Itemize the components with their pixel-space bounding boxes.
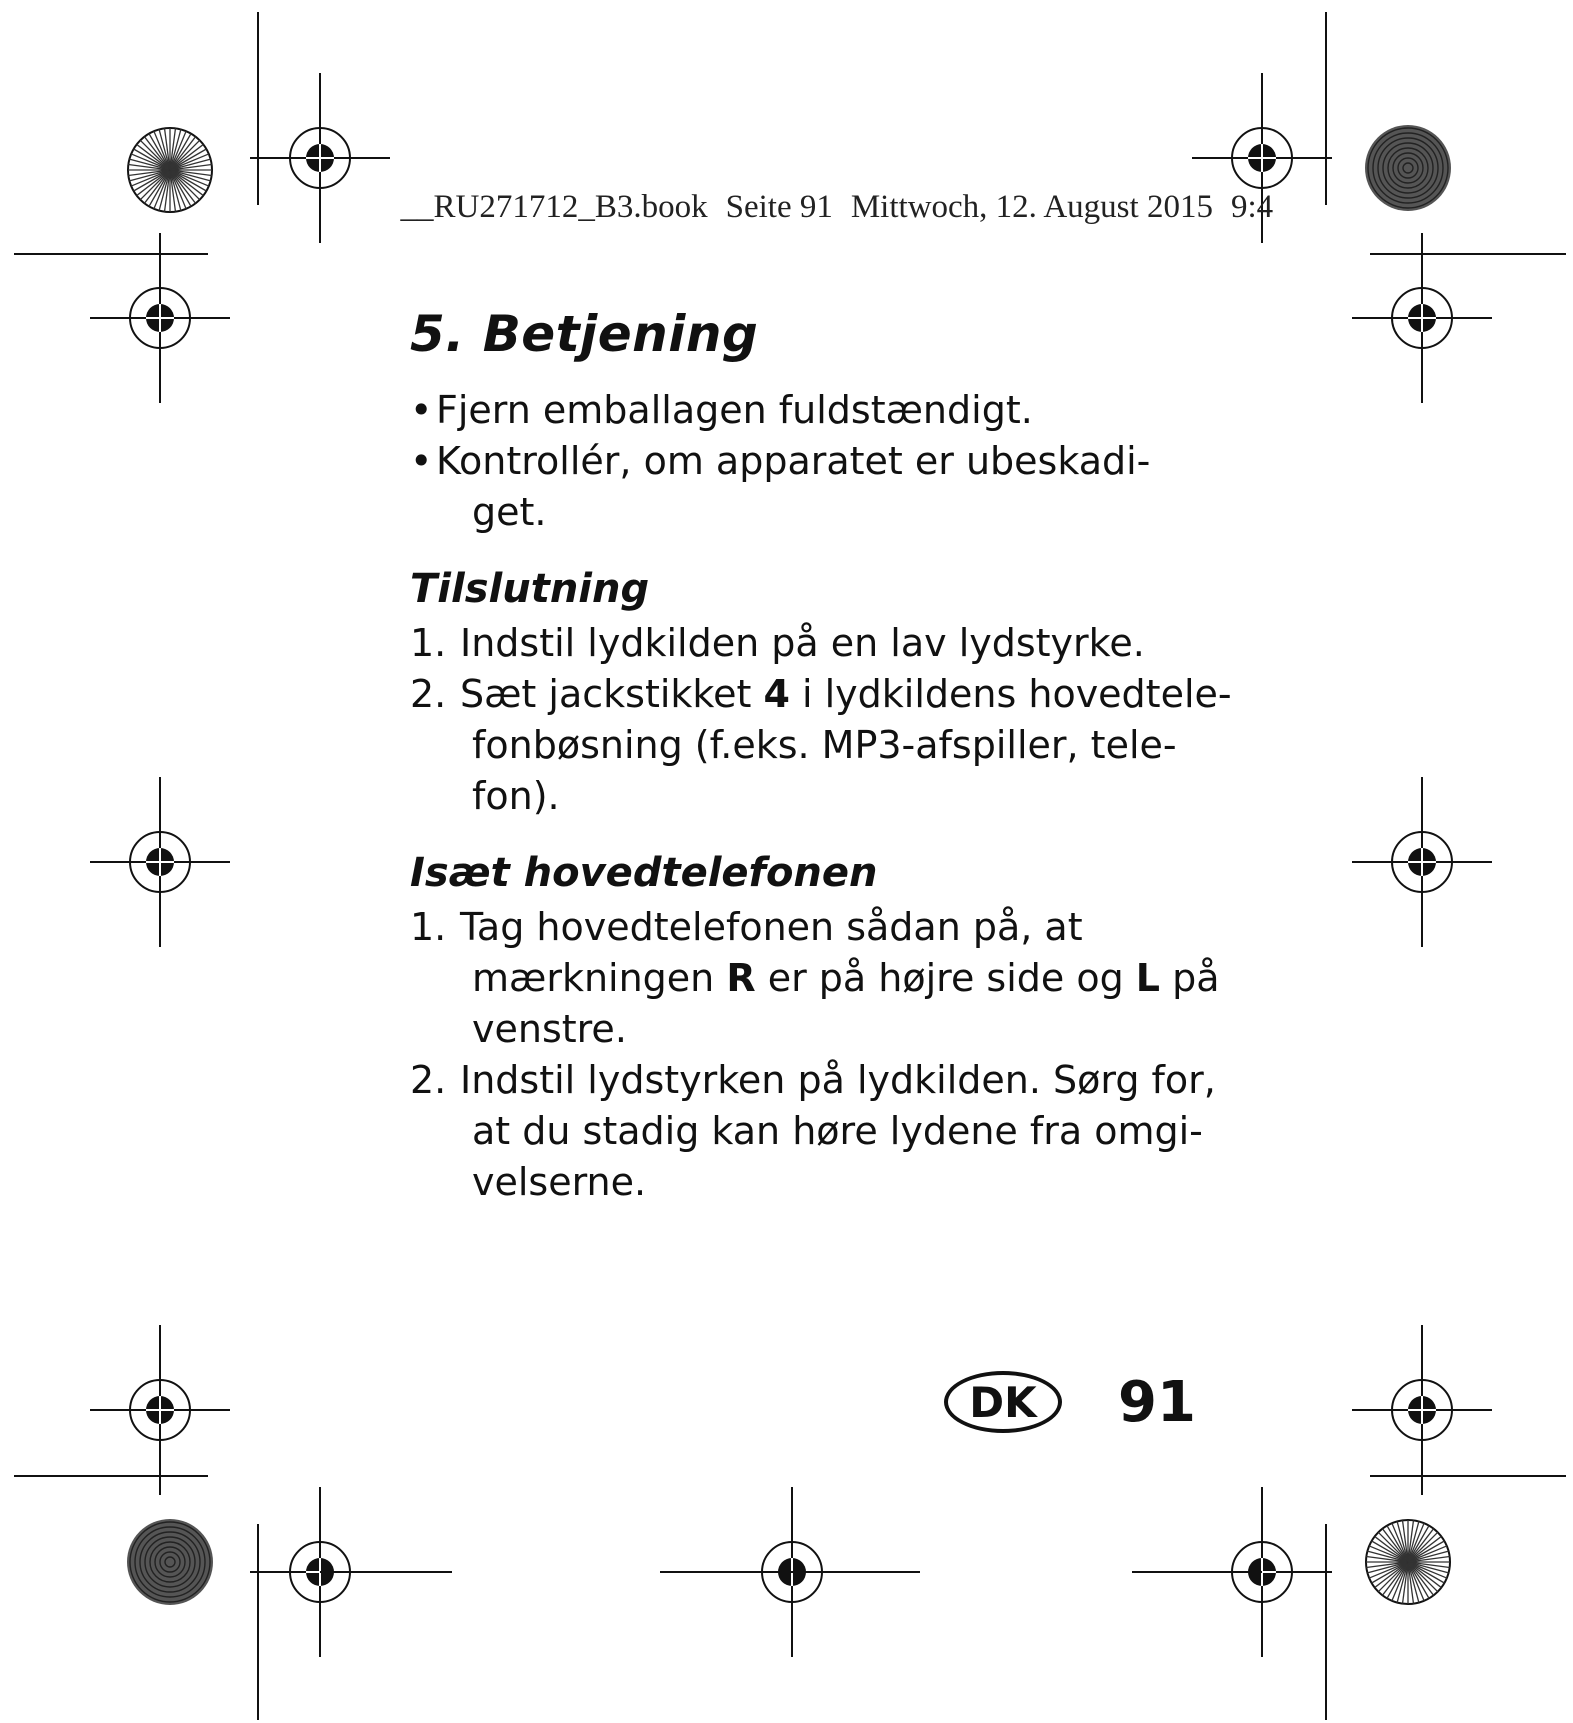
item-number: 1.: [410, 621, 447, 665]
item-text: mærkningen: [472, 956, 727, 1000]
list-continuation: at du stadig kan høre lydene fra omgi-: [472, 1109, 1203, 1153]
slug-time: 9:4: [1230, 189, 1274, 225]
item-text: Indstil lydstyrken på lydkilden. Sørg for,: [460, 1058, 1216, 1102]
item-number: 1.: [410, 905, 447, 949]
slug-date: Mittwoch, 12. August 2015: [850, 189, 1213, 225]
left-marking: L: [1135, 956, 1161, 1000]
print-slug-line: [384, 152, 1291, 226]
bullet-item: [410, 385, 1230, 436]
bullet-continuation: get.: [472, 490, 547, 534]
item-text: Indstil lydkilden på en lav lydstyrke.: [460, 621, 1145, 665]
bullet-text: Fjern emballagen fuldstændigt.: [436, 388, 1033, 432]
section-title: 5. Betjening: [410, 305, 759, 363]
numbered-list-headphones: [410, 902, 1230, 1208]
list-item: [410, 1055, 1230, 1106]
item-number: 2.: [410, 672, 447, 716]
item-text: i lydkildens hovedtele-: [789, 672, 1232, 716]
numbered-list-tilslutning: [410, 618, 1230, 822]
list-continuation: fon).: [472, 774, 560, 818]
bullet-item: [410, 436, 1230, 487]
list-continuation: venstre.: [472, 1007, 627, 1051]
list-item: [410, 669, 1230, 720]
subheading-headphones: Isæt hovedtelefonen: [410, 850, 878, 896]
item-number: 2.: [410, 1058, 447, 1102]
page-footer: [944, 1367, 1196, 1437]
list-item: [410, 618, 1230, 669]
country-badge: DK: [944, 1371, 1062, 1433]
list-item: [410, 902, 1230, 953]
list-continuation: velserne.: [472, 1160, 647, 1204]
item-text: Sæt jackstikket: [460, 672, 764, 716]
subheading-tilslutning: Tilslutning: [410, 566, 650, 612]
bullet-text: Kontrollér, om apparatet er ubeskadi-: [436, 439, 1151, 483]
slug-filename: __RU271712_B3.book: [400, 189, 708, 225]
jack-number: 4: [763, 672, 790, 716]
bullet-dot: •: [410, 388, 433, 432]
list-continuation: [410, 953, 1230, 1004]
page-number: 91: [1118, 1369, 1196, 1435]
item-text: Tag hovedtelefonen sådan på, at: [460, 905, 1083, 949]
bullet-dot: •: [410, 439, 433, 483]
list-continuation: fonbøsning (f.eks. MP3-afspiller, tele-: [472, 723, 1177, 767]
bullet-list: [410, 385, 1230, 538]
page-content: [410, 305, 1230, 1208]
right-marking: R: [726, 956, 756, 1000]
item-text: er på højre side og: [755, 956, 1136, 1000]
item-text: på: [1160, 956, 1220, 1000]
slug-page: Seite 91: [725, 189, 833, 225]
